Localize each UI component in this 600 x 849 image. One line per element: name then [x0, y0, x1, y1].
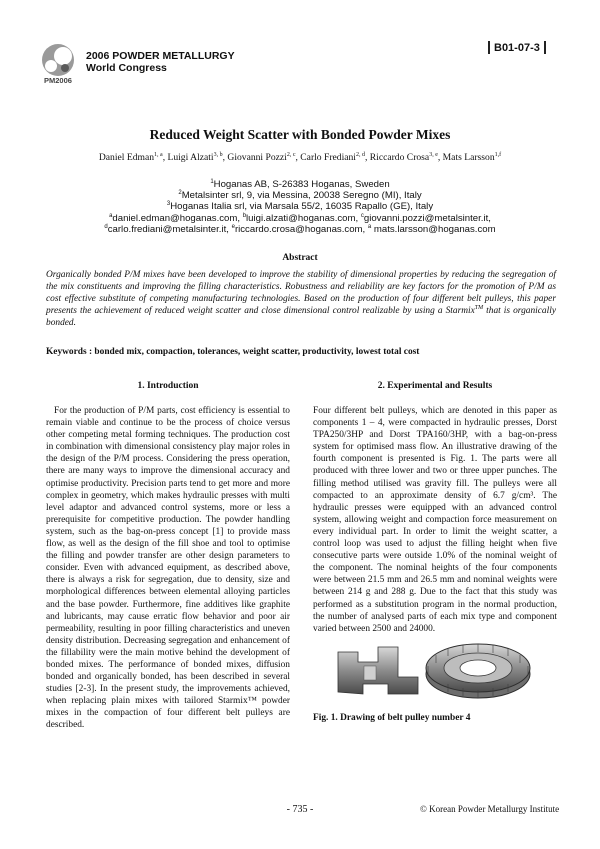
affiliation-3: $^3$Hoganas Italia srl, via Marsala 55/2, 16035 Rapallo (GE), Italy: [166, 201, 434, 213]
paper-title: Reduced Weight Scatter with Bonded Powder Mixes: [149, 127, 451, 142]
conference-year: 2006 POWDER METALLURGY: [86, 50, 235, 62]
code-bar-left: [488, 41, 490, 54]
conference-name: World Congress: [86, 62, 167, 74]
author-name: Riccardo Crosa: [369, 152, 430, 163]
affiliation-1: $^1$Hoganas AB, S-26383 Hoganas, Sweden: [210, 178, 390, 190]
belt-pulley-drawing: [328, 632, 538, 704]
paper-code: [488, 41, 546, 54]
figure-caption: Fig. 1. Drawing of belt pulley number 4: [313, 713, 471, 723]
author-affiliation-mark: 1, a: [154, 151, 163, 158]
affiliation-2: $^2$Metalsinter srl, 9, via Messina, 20038 Seregno (MI), Italy: [178, 190, 422, 202]
section-2-heading: 2. Experimental and Results: [377, 381, 493, 391]
abstract-heading: Abstract: [282, 253, 318, 263]
author-name: Carlo Frediani: [300, 152, 356, 163]
author-affiliation-mark: 1,f: [494, 151, 502, 158]
author-name: Mats Larsson: [442, 152, 495, 163]
author-name: Luigi Alzati: [167, 152, 214, 163]
affiliations: [0, 179, 600, 235]
author-list: Daniel Edman$^{1, a}$, Luigi Alzati$^{3, b}$, Giovanni Pozzi$^{2, c}$, Carlo Frediani$^{2, d}$, Riccardo Crosa$^{3, e}$, Mats Larsson$^{1,f}$: [98, 151, 502, 163]
code-bar-right: [544, 41, 546, 54]
emails-line-1: $^a$daniel.edman@hoganas.com, $^b$luigi.alzati@hoganas.com, $^c$giovanni.pozzi@metalsinter.it,: [109, 212, 491, 224]
section-1-heading: 1. Introduction: [137, 381, 199, 391]
section-1-body: For the production of P/M parts, cost efficiency is essential to remain viable and continue to be the process of choice versus other competing metal forming techniques. The production cost in combination with dimensional consistency play major roles in the design of the P/M process. Considering the press operation, there are many ways to improve the dimensional accuracy and optimise productivity. Precision parts tend to get more and more complex in geometry, which makes hydraulic presses with multi level adaptor and advanced control systems, more or less a prerequisite for competitive production. The powder handling system, such as the bag-on-press concept [1] to provide mass flow, as well as the design of the fill shoe and tool to optimise the filling and powder transfer are other design parameters to consider. Even with advanced equipment, as described above, there is always a risk for segregation, due to density, size and morphological differences between elemental alloying particles and the base powder. Furthermore, fine additives like graphite and lubricants, may cause erratic flow behavior and poor air permeability, resulting in poor filling characteristics and uneven density distribution. Decreasing segregation and enhancement of the fillability were the main motive behind the development of bonded mixes. The performance of bonded mixes, diffusion bonded and organically bonded, has been described in several studies [2-3]. In the present study, the improvements achieved, when replacing plain mixes with tailored Starmix™ powder mixes in the compaction of four different belt pulleys are described.: [46, 406, 290, 731]
logo-mark-text: PM2006: [44, 76, 72, 85]
section-2-body: Four different belt pulleys, which are denoted in this paper as components 1 – 4, were compacted in hydraulic presses, Dorst TPA250/3HP and Dorst TPA160/3HP, with a bag-on-press system for optimised mass flow. An illustrative drawing of the fourth component is presented is Fig. 1. The parts were all produced with three lower and two or three upper punches. The filling method utilised was gravity fill. The pulleys were all compacted to an approximate density of 6.7 g/cm³. The hydraulic presses were equipped with an advanced control system, allowing weight and compaction force measurement on every individual part. In order to limit the weight scatter, a control loop was used to adjust the filling height when five consecutive parts were outside 1.0% of the nominal weight of the component. The nominal heights of the four components were between 21.5 mm and 26.5 mm and nominal weights were between 214 g and 288 g. Due to the fact that this study was performed as a substitution program in the normal production, the number of analysed parts of each mix type and component varied between 2500 and 24000.: [313, 406, 557, 634]
abstract-body: Organically bonded P/M mixes have been developed to improve the stability of dimensional properties by reducing the segregation of the mix constituents and improving the filling characteristics. Robustness and reliability are key factors for the promotion of P/M as cost effective substitute of competing manufacturing technologies. Based on the production of four different belt pulleys, this paper presents the achievement of reduced weight scatter and close dimensional control realizable by using a Starmix™ that is organically bonded.: [46, 270, 556, 328]
keywords: Keywords : bonded mix, compaction, tolerances, weight scatter, productivity, lowest total cost: [46, 347, 420, 357]
author-name: Daniel Edman: [98, 152, 155, 163]
page-number: - 735 -: [286, 804, 314, 815]
author-name: Giovanni Pozzi: [227, 152, 287, 163]
author-affiliation-mark: 3, e: [429, 151, 438, 158]
author-affiliation-mark: 3, b: [213, 151, 223, 158]
author-affiliation-mark: 2, c: [286, 151, 296, 158]
copyright-notice: © Korean Powder Metallurgy Institute: [420, 804, 560, 814]
paper-code-text: B01-07-3: [494, 41, 540, 54]
emails-line-2: $^d$carlo.frediani@metalsinter.it, $^e$riccardo.crosa@hoganas.com, $^a$ mats.larsson@hoganas.com: [104, 223, 496, 235]
author-affiliation-mark: 2, d: [355, 151, 365, 158]
